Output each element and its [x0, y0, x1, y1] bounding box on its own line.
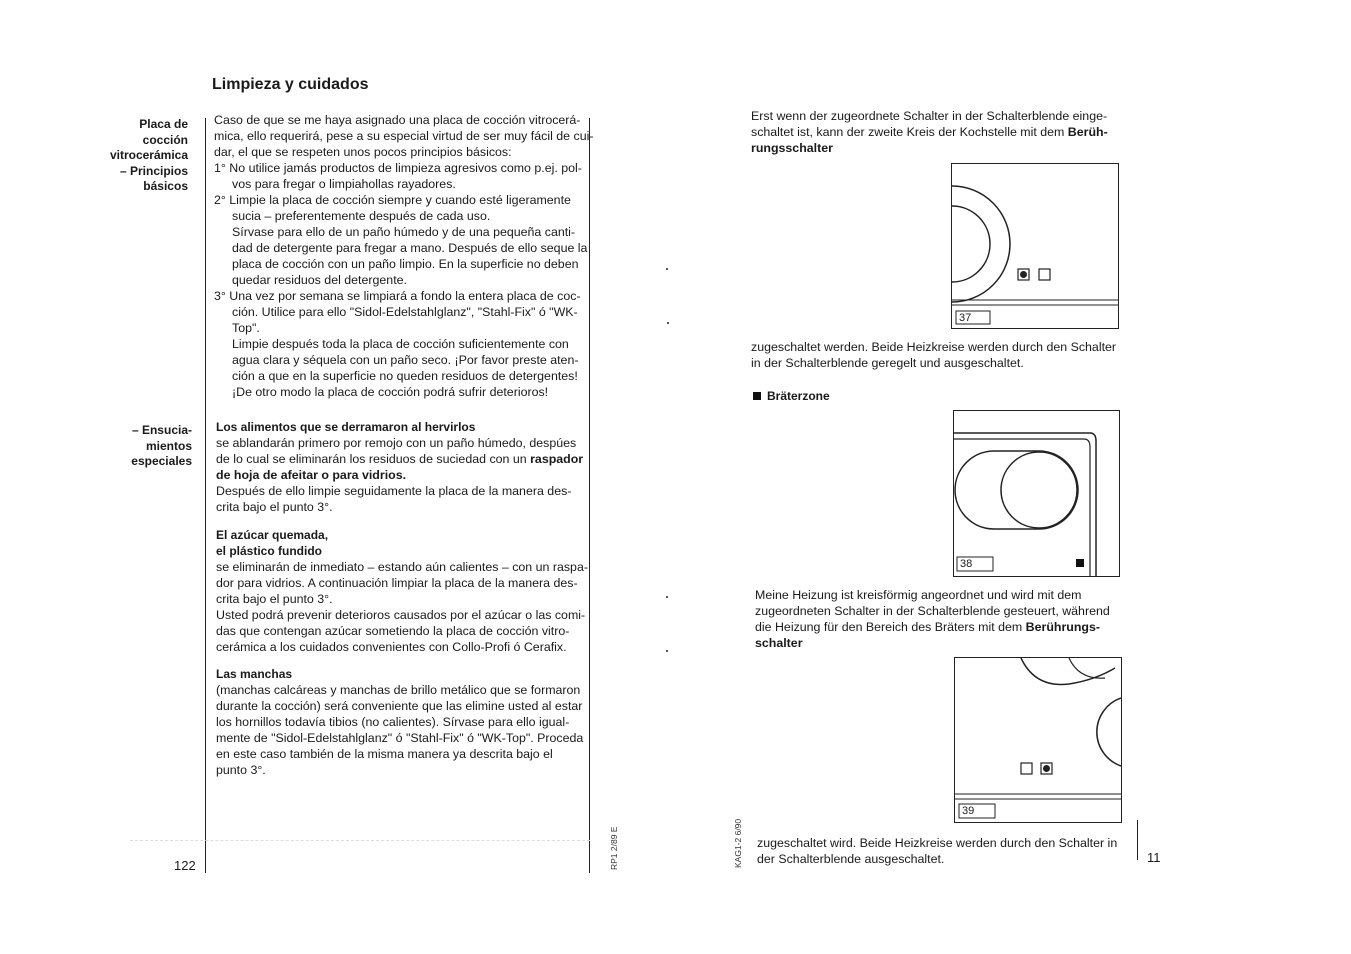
text-line: 2° Limpie la placa de cocción siempre y cuando esté ligeramente	[214, 193, 571, 207]
text-line: ción. Utilice para ello "Sidol-Edelstahlglanz", "Stahl-Fix" ó "WK-	[232, 305, 578, 319]
inner-heating-ring	[952, 206, 990, 282]
text-line: placa de cocción con un paño limpio. En la superficie no deben	[232, 257, 579, 271]
text-line: Después de ello limpie seguidamente la placa de la manera des-	[216, 484, 572, 498]
side-heading-line: Placa de	[139, 117, 188, 131]
scan-speck	[666, 268, 668, 270]
text-line: mente de "Sidol-Edelstahlglanz" ó "Stahl-Fix" ó "WK-Top". Proceda	[216, 731, 584, 745]
section-heading-braeterzone	[753, 388, 830, 404]
footer-code-right: KAG1-2 6/90	[733, 818, 743, 868]
section-heading: Los alimentos que se derramaron al hervirlos	[216, 420, 476, 434]
figure-37	[951, 163, 1119, 329]
text-line: sucia – preferentemente después de cada uso.	[232, 209, 491, 223]
side-heading-line: mientos	[145, 438, 192, 453]
text-line: punto 3°.	[216, 763, 266, 777]
bold-term: Berüh-	[1067, 125, 1108, 139]
text-line: Sírvase para ello de un paño húmedo y de una pequeña canti-	[232, 225, 576, 239]
side-heading-line: – Ensucia-	[131, 423, 192, 437]
text-line: en este caso también de la misma manera ya descrita bajo el	[216, 747, 553, 761]
text-line: ción a que en la superficie no queden residuos de detergentes!	[232, 369, 578, 383]
text-line: agua clara y séquela con un paño seco. ¡Por favor preste aten-	[232, 353, 579, 367]
side-heading-line: básicos	[143, 179, 188, 193]
scan-speck	[666, 596, 668, 598]
manchas-section	[216, 666, 583, 778]
text-line: de lo cual se eliminarán los residuos de suciedad con un	[216, 452, 527, 466]
touch-switch-dot-icon	[1043, 765, 1050, 772]
text-line: dar, el que se respeten unos pocos principios básicos:	[214, 145, 512, 159]
paragraph-heizung	[755, 587, 1110, 651]
side-heading-ensuciamientos	[131, 423, 192, 470]
footer-code-left: RP1 2/89 E	[609, 826, 619, 870]
page-number-right: 11	[1147, 850, 1161, 865]
text-line: Erst wenn der zugeordnete Schalter in der Schalterblende einge-	[751, 109, 1108, 123]
text-line: Caso de que se me haya asignado una placa de cocción vitrocerá-	[214, 113, 581, 127]
text-line: dad de detergente para fregar a mano. Después de ello seque la	[232, 241, 588, 255]
text-line: schaltet ist, kann der zweite Kreis der Kochstelle mit dem	[751, 125, 1065, 139]
text-line: Top".	[232, 321, 260, 335]
empty-switch-icon	[1039, 269, 1050, 280]
text-line: Meine Heizung ist kreisförmig angeordnet und wird mit dem	[755, 588, 1082, 602]
scan-speck	[666, 650, 668, 652]
text-line: cerámica a los cuidados convenientes con Collo-Profi ó Cerafix.	[216, 640, 567, 654]
text-line: ¡De otro modo la placa de cocción podrá sufrir deterioros!	[232, 385, 549, 399]
bold-term: rungsschalter	[751, 141, 833, 155]
section-heading: El azúcar quemada,	[216, 528, 329, 542]
left-margin-rule	[205, 118, 206, 873]
round-heating-zone	[1001, 452, 1077, 528]
figure-39	[954, 657, 1122, 823]
page-number-left: 122	[174, 858, 196, 873]
side-heading-line: especiales	[131, 454, 192, 468]
text-line: in der Schalterblende geregelt und ausgeschaltet.	[751, 356, 1024, 370]
side-heading-line: cocción	[142, 132, 188, 147]
figure-number: 39	[962, 805, 975, 817]
text-line: crita bajo el punto 3°.	[216, 592, 333, 606]
alimentos-section	[216, 419, 583, 515]
braeter-zone-outline	[954, 439, 1090, 576]
principios-text	[214, 112, 593, 400]
section-heading: el plástico fundido	[216, 544, 323, 558]
text-line: dor para vidrios. A continuación limpiar la placa de la manera des-	[216, 576, 578, 590]
hob-diagram	[955, 658, 1121, 822]
side-heading-line: – Principios	[119, 163, 188, 178]
text-line: se eliminarán de inmediato – estando aún calientes – con un raspa-	[216, 560, 588, 574]
hob-diagram	[954, 411, 1119, 576]
page-edge-rule	[1137, 820, 1138, 860]
right-heating-ring	[1097, 698, 1121, 766]
touch-switch-dot-icon	[1020, 271, 1027, 278]
paragraph-zugeschaltet	[757, 835, 1117, 867]
side-heading-principios	[110, 117, 188, 195]
figure-number: 38	[960, 558, 973, 570]
text-line: Usted podrá prevenir deterioros causados por el azúcar o las comi-	[216, 608, 586, 622]
text-line: das que contengan azúcar sometiendo la placa de cocción vitro-	[216, 624, 570, 638]
scan-speck	[667, 322, 669, 324]
text-line: zugeordneten Schalter in der Schalterblende gesteuert, während	[755, 604, 1110, 618]
text-line: 1° No utilice jamás productos de limpieza agresivos como p.ej. pol-	[214, 161, 582, 175]
hob-diagram	[952, 164, 1118, 328]
square-bullet-icon	[753, 392, 761, 400]
page-title: Limpieza y cuidados	[212, 76, 369, 93]
bold-term: de hoja de afeitar o para vidrios.	[216, 468, 407, 482]
text-line: zugeschaltet werden. Beide Heizkreise werden durch den Schalter	[751, 340, 1117, 354]
text-line: quedar residuos del detergente.	[232, 273, 407, 287]
text-line: der Schalterblende ausgeschaltet.	[757, 852, 945, 866]
text-line: los hornillos todavía tibios (no calientes). Sírvase para ello igual-	[216, 715, 570, 729]
figure-38	[953, 410, 1120, 577]
bold-term: schalter	[755, 636, 803, 650]
text-line: durante la cocción) será conveniente que las elimine usted al estar	[216, 699, 583, 713]
text-line: zugeschaltet wird. Beide Heizkreise werden durch den Schalter in	[757, 836, 1118, 850]
paragraph-heizkreise	[751, 339, 1116, 371]
bold-term: raspador	[530, 452, 584, 466]
oval-heating-zone	[955, 451, 1078, 529]
bold-term: Berührungs-	[1025, 620, 1101, 634]
text-line: se ablandarán primero por remojo con un paño húmedo, despúes	[216, 436, 577, 450]
text-line: die Heizung für den Bereich des Bräters mit dem	[755, 620, 1023, 634]
section-heading-text: Bräterzone	[767, 389, 830, 403]
section-heading: Las manchas	[216, 667, 293, 681]
text-line: crita bajo el punto 3°.	[216, 500, 333, 514]
text-line: Limpie después toda la placa de cocción suficientemente con	[232, 337, 569, 351]
side-heading-line: vitrocerámica	[109, 148, 188, 162]
text-line: (manchas calcáreas y manchas de brillo metálico que se formaron	[216, 683, 581, 697]
text-line: mica, ello requerirá, pese a su especial virtud de ser muy fácil de cui-	[214, 129, 594, 143]
text-line: vos para fregar o limpiahollas rayadores.	[232, 177, 456, 191]
faint-footer-rule	[130, 840, 590, 841]
empty-switch-icon	[1021, 763, 1032, 774]
text-line: 3° Una vez por semana se limpiará a fondo la entera placa de coc-	[214, 289, 581, 303]
outer-heating-ring	[952, 186, 1010, 302]
intro-paragraph-de	[751, 108, 1108, 156]
figure-number: 37	[959, 312, 972, 324]
azucar-section	[216, 527, 588, 655]
indicator-square-icon	[1076, 559, 1084, 567]
top-heating-ring-arc	[1021, 658, 1115, 684]
